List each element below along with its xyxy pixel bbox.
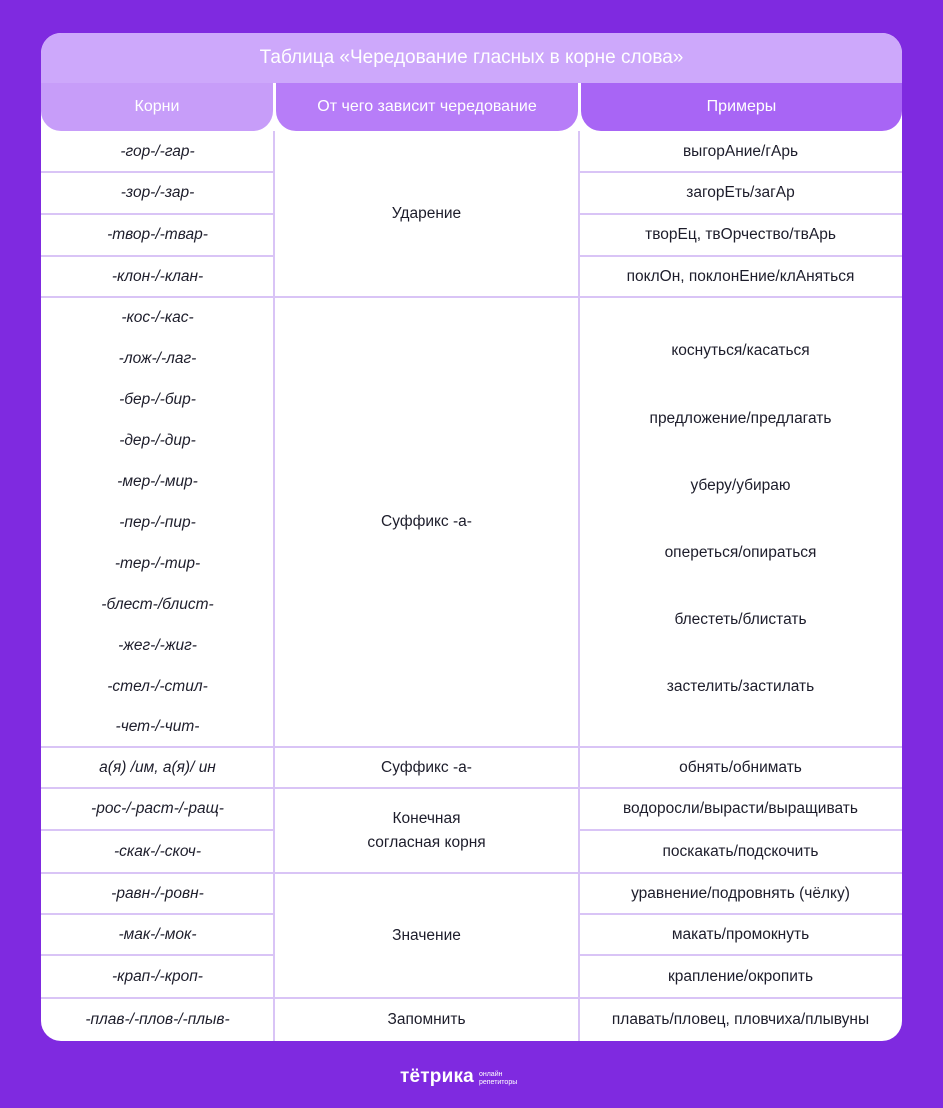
- root-cell: -лож-/-лаг-: [118, 349, 197, 367]
- header-roots: Корни: [41, 83, 273, 131]
- example-cell: выгорАние/гАрь: [682, 142, 799, 160]
- root-cell: -клон-/-клан-: [111, 267, 204, 285]
- condition-cell: Суффикс -а-: [381, 758, 472, 776]
- condition-cell: Запомнить: [387, 1010, 466, 1028]
- logo-wordmark: тётрика: [400, 1066, 474, 1087]
- example-cell: предложение/предлагать: [649, 409, 832, 427]
- example-cell: уберу/убираю: [690, 476, 791, 494]
- example-cell: поклОн, поклонЕние/клАняться: [626, 267, 855, 285]
- condition-cell: Значение: [392, 926, 461, 944]
- example-cell: макать/промокнуть: [671, 925, 810, 943]
- condition-cell: Ударение: [391, 205, 462, 223]
- header-depends: От чего зависит чередование: [276, 83, 578, 131]
- root-cell: -бер-/-бир-: [119, 390, 196, 408]
- root-cell: -блест-/блист-: [101, 595, 214, 613]
- example-cell: уравнение/подровнять (чёлку): [631, 884, 850, 902]
- example-cell: загорЕть/загАр: [686, 184, 795, 202]
- root-cell: -плав-/-плов-/-плыв-: [85, 1010, 230, 1028]
- example-cell: обнять/обнимать: [679, 758, 802, 776]
- root-cell: -гор-/-гар-: [120, 142, 195, 160]
- condition-cell: Суффикс -а-: [381, 513, 472, 531]
- example-cell: коснуться/касаться: [671, 342, 810, 360]
- alternation-table: [41, 33, 902, 1041]
- root-cell: -крап-/-кроп-: [112, 967, 203, 985]
- root-cell: а(я) /им, а(я)/ ин: [99, 758, 216, 776]
- example-cell: опереться/опираться: [664, 543, 817, 561]
- example-cell: крапление/окропить: [667, 967, 814, 985]
- root-cell: -рос-/-раст-/-ращ-: [91, 800, 224, 818]
- root-cell: -дер-/-дир-: [119, 431, 196, 449]
- condition-cell: Конечная согласная корня: [367, 810, 486, 851]
- example-cell: поскакать/подскочить: [662, 842, 819, 860]
- root-cell: -стел-/-стил-: [107, 677, 208, 695]
- root-cell: -жег-/-жиг-: [118, 636, 197, 654]
- root-cell: -равн-/-ровн-: [111, 884, 204, 902]
- root-cell: -мер-/-мир-: [117, 472, 198, 490]
- table-title: Таблица «Чередование гласных в корне слова»: [41, 33, 902, 83]
- example-cell: водоросли/вырасти/выращивать: [623, 800, 858, 818]
- root-cell: -скак-/-скоч-: [114, 842, 201, 860]
- root-cell: -твор-/-твар-: [107, 226, 208, 244]
- header-examples: Примеры: [581, 83, 902, 131]
- example-cell: блестеть/блистать: [674, 610, 807, 628]
- logo-tagline: [479, 1071, 517, 1087]
- root-cell: -тер-/-тир-: [114, 554, 201, 572]
- root-cell: -пер-/-пир-: [119, 513, 196, 531]
- example-cell: творЕц, твОрчество/твАрь: [645, 226, 836, 244]
- root-cell: -зор-/-зар-: [120, 184, 195, 202]
- root-cell: -кос-/-кас-: [121, 308, 194, 326]
- example-cell: плавать/пловец, пловчиха/плывуны: [611, 1010, 870, 1028]
- root-cell: -чет-/-чит-: [115, 718, 200, 736]
- logo-tagline-line-2: репетиторы: [478, 1078, 518, 1086]
- root-cell: -мак-/-мок-: [118, 925, 197, 943]
- logo-tagline-line-1: онлайн: [478, 1070, 503, 1078]
- example-cell: застелить/застилать: [666, 677, 815, 695]
- tetrika-logo: [400, 1062, 517, 1092]
